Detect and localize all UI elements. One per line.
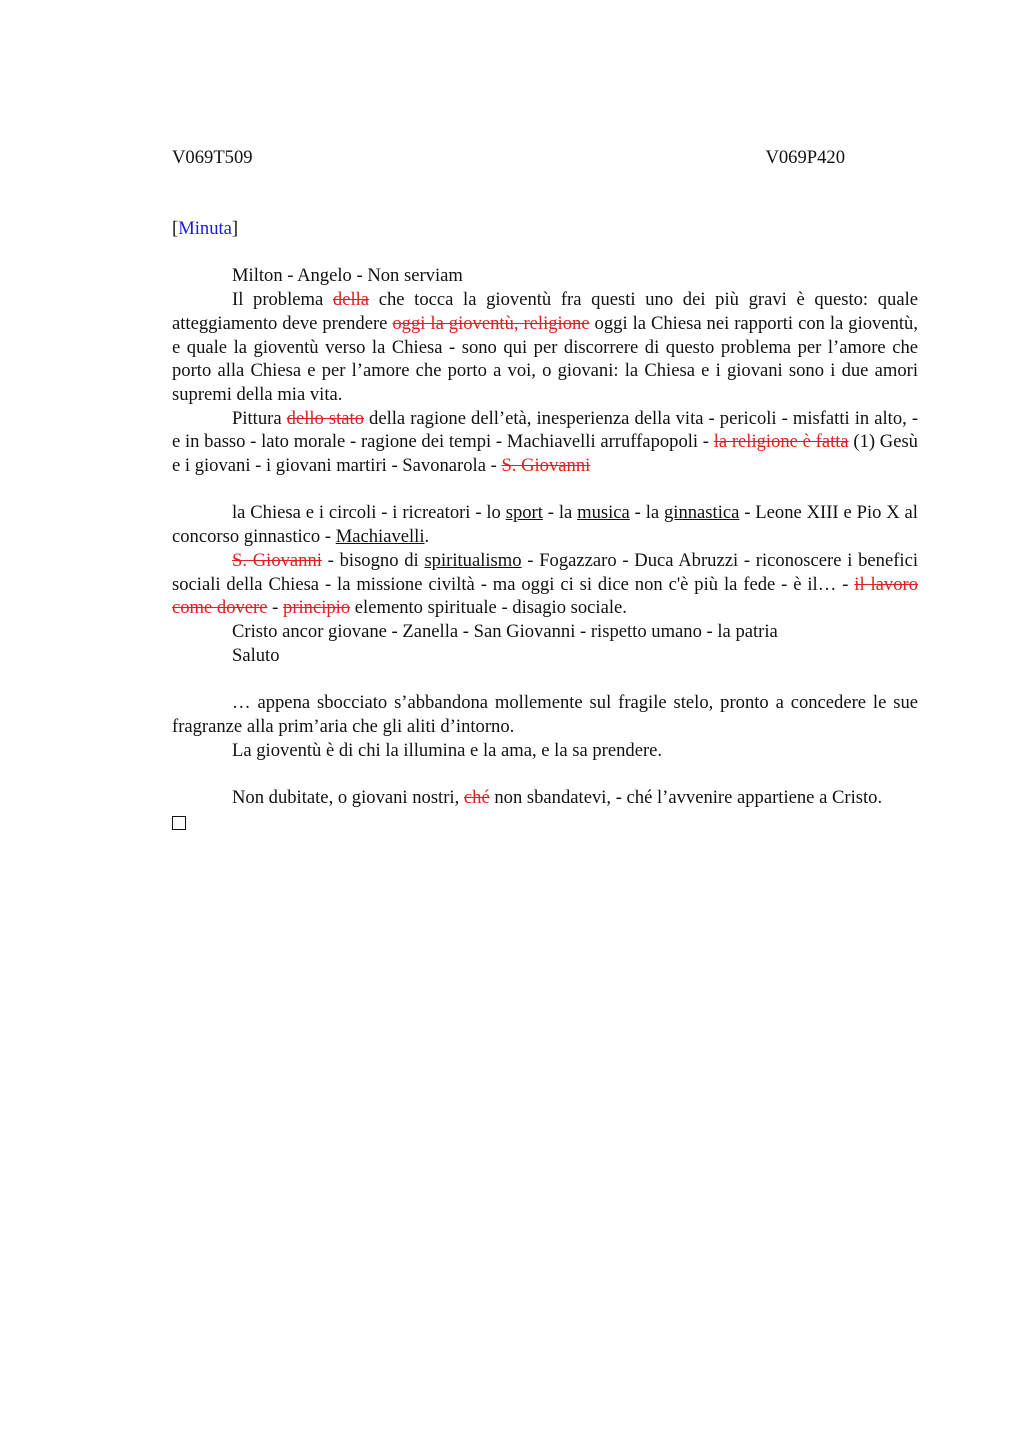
right-id: V069P420 [765,147,845,168]
paragraph-7: Saluto [232,644,280,666]
underlined-text: musica [577,502,630,524]
underlined-text: spiritualismo [424,549,522,571]
deleted-text: S. Giovanni [501,455,591,477]
paragraph-6: Cristo ancor giovane - Zanella - San Giovanni - rispetto umano - la patria [232,621,778,642]
document-ids [172,146,845,170]
deleted-text: il lavoro come dovere [172,573,919,619]
deleted-text: principio [283,597,351,619]
paragraph-1: Milton - Angelo - Non serviam [232,265,463,287]
underlined-text: Machiavelli [335,526,425,548]
deleted-text: dello stato [286,407,364,429]
paragraph-9: La gioventù è di chi la illumina e la ama, e la sa prendere. [232,739,663,761]
minuta-label: Minuta [178,218,232,240]
underlined-text: sport [505,502,543,524]
document-page [172,146,918,836]
underlined-text: ginnastica [663,502,740,524]
paragraph-5: S. Giovanni - bisogno di spiritualismo - Fogazzaro - Duca Abruzzi - riconoscere i benefici sociali della Chiesa - la missione civiltà - ma oggi ci si dice non c'è più la fede - è il… - il lavoro come dovere - principio elemento spirituale - disagio sociale. [172,549,919,619]
paragraph-4: la Chiesa e i circoli - i ricreatori - lo sport - la musica - la ginnastica - Leone XIII e Pio X al concorso ginnastico - Machiavelli. [172,502,918,548]
paragraph-10: Non dubitate, o giovani nostri, ché non sbandatevi, - ché l’avvenire appartiene a Cristo. [232,786,883,808]
deleted-text: ché [463,786,490,808]
deleted-text: la religione è fatta [713,431,849,453]
paragraph-8: … appena sbocciato s’abbandona mollemente sul fragile stelo, pronto a concedere le sue fragranze alla prim’aria che gli aliti d’intorno. [172,692,918,737]
end-box-icon [172,816,186,830]
left-id: V069T509 [172,147,253,168]
deleted-text: della [332,289,370,311]
deleted-text: S. Giovanni [232,549,322,571]
paragraph-2: Il problema della che tocca la gioventù fra questi uno dei più gravi è questo: quale atteggiamento deve prendere oggi la gioventù, religione oggi la Chiesa nei rapporti con la gioventù, e quale la gioventù verso la Chiesa - sono qui per discorrere di questo problema per l’amore che porto alla Chiesa e per l’amore che porto a voi, o giovani: la Chiesa e i giovani sono i due amori supremi della mia vita. [172,289,919,405]
paragraph-3: Pittura dello stato della ragione dell’età, inesperienza della vita - pericoli - misfatti in alto, - e in basso - lato morale - ragione dei tempi - Machiavelli arruffapopoli - la religione è fatta (1) Gesù e i giovani - i giovani martiri - Savonarola - S. Giovanni [172,407,919,477]
deleted-text: oggi la gioventù, religione [392,312,590,334]
section-label: [Minuta] [172,218,239,240]
